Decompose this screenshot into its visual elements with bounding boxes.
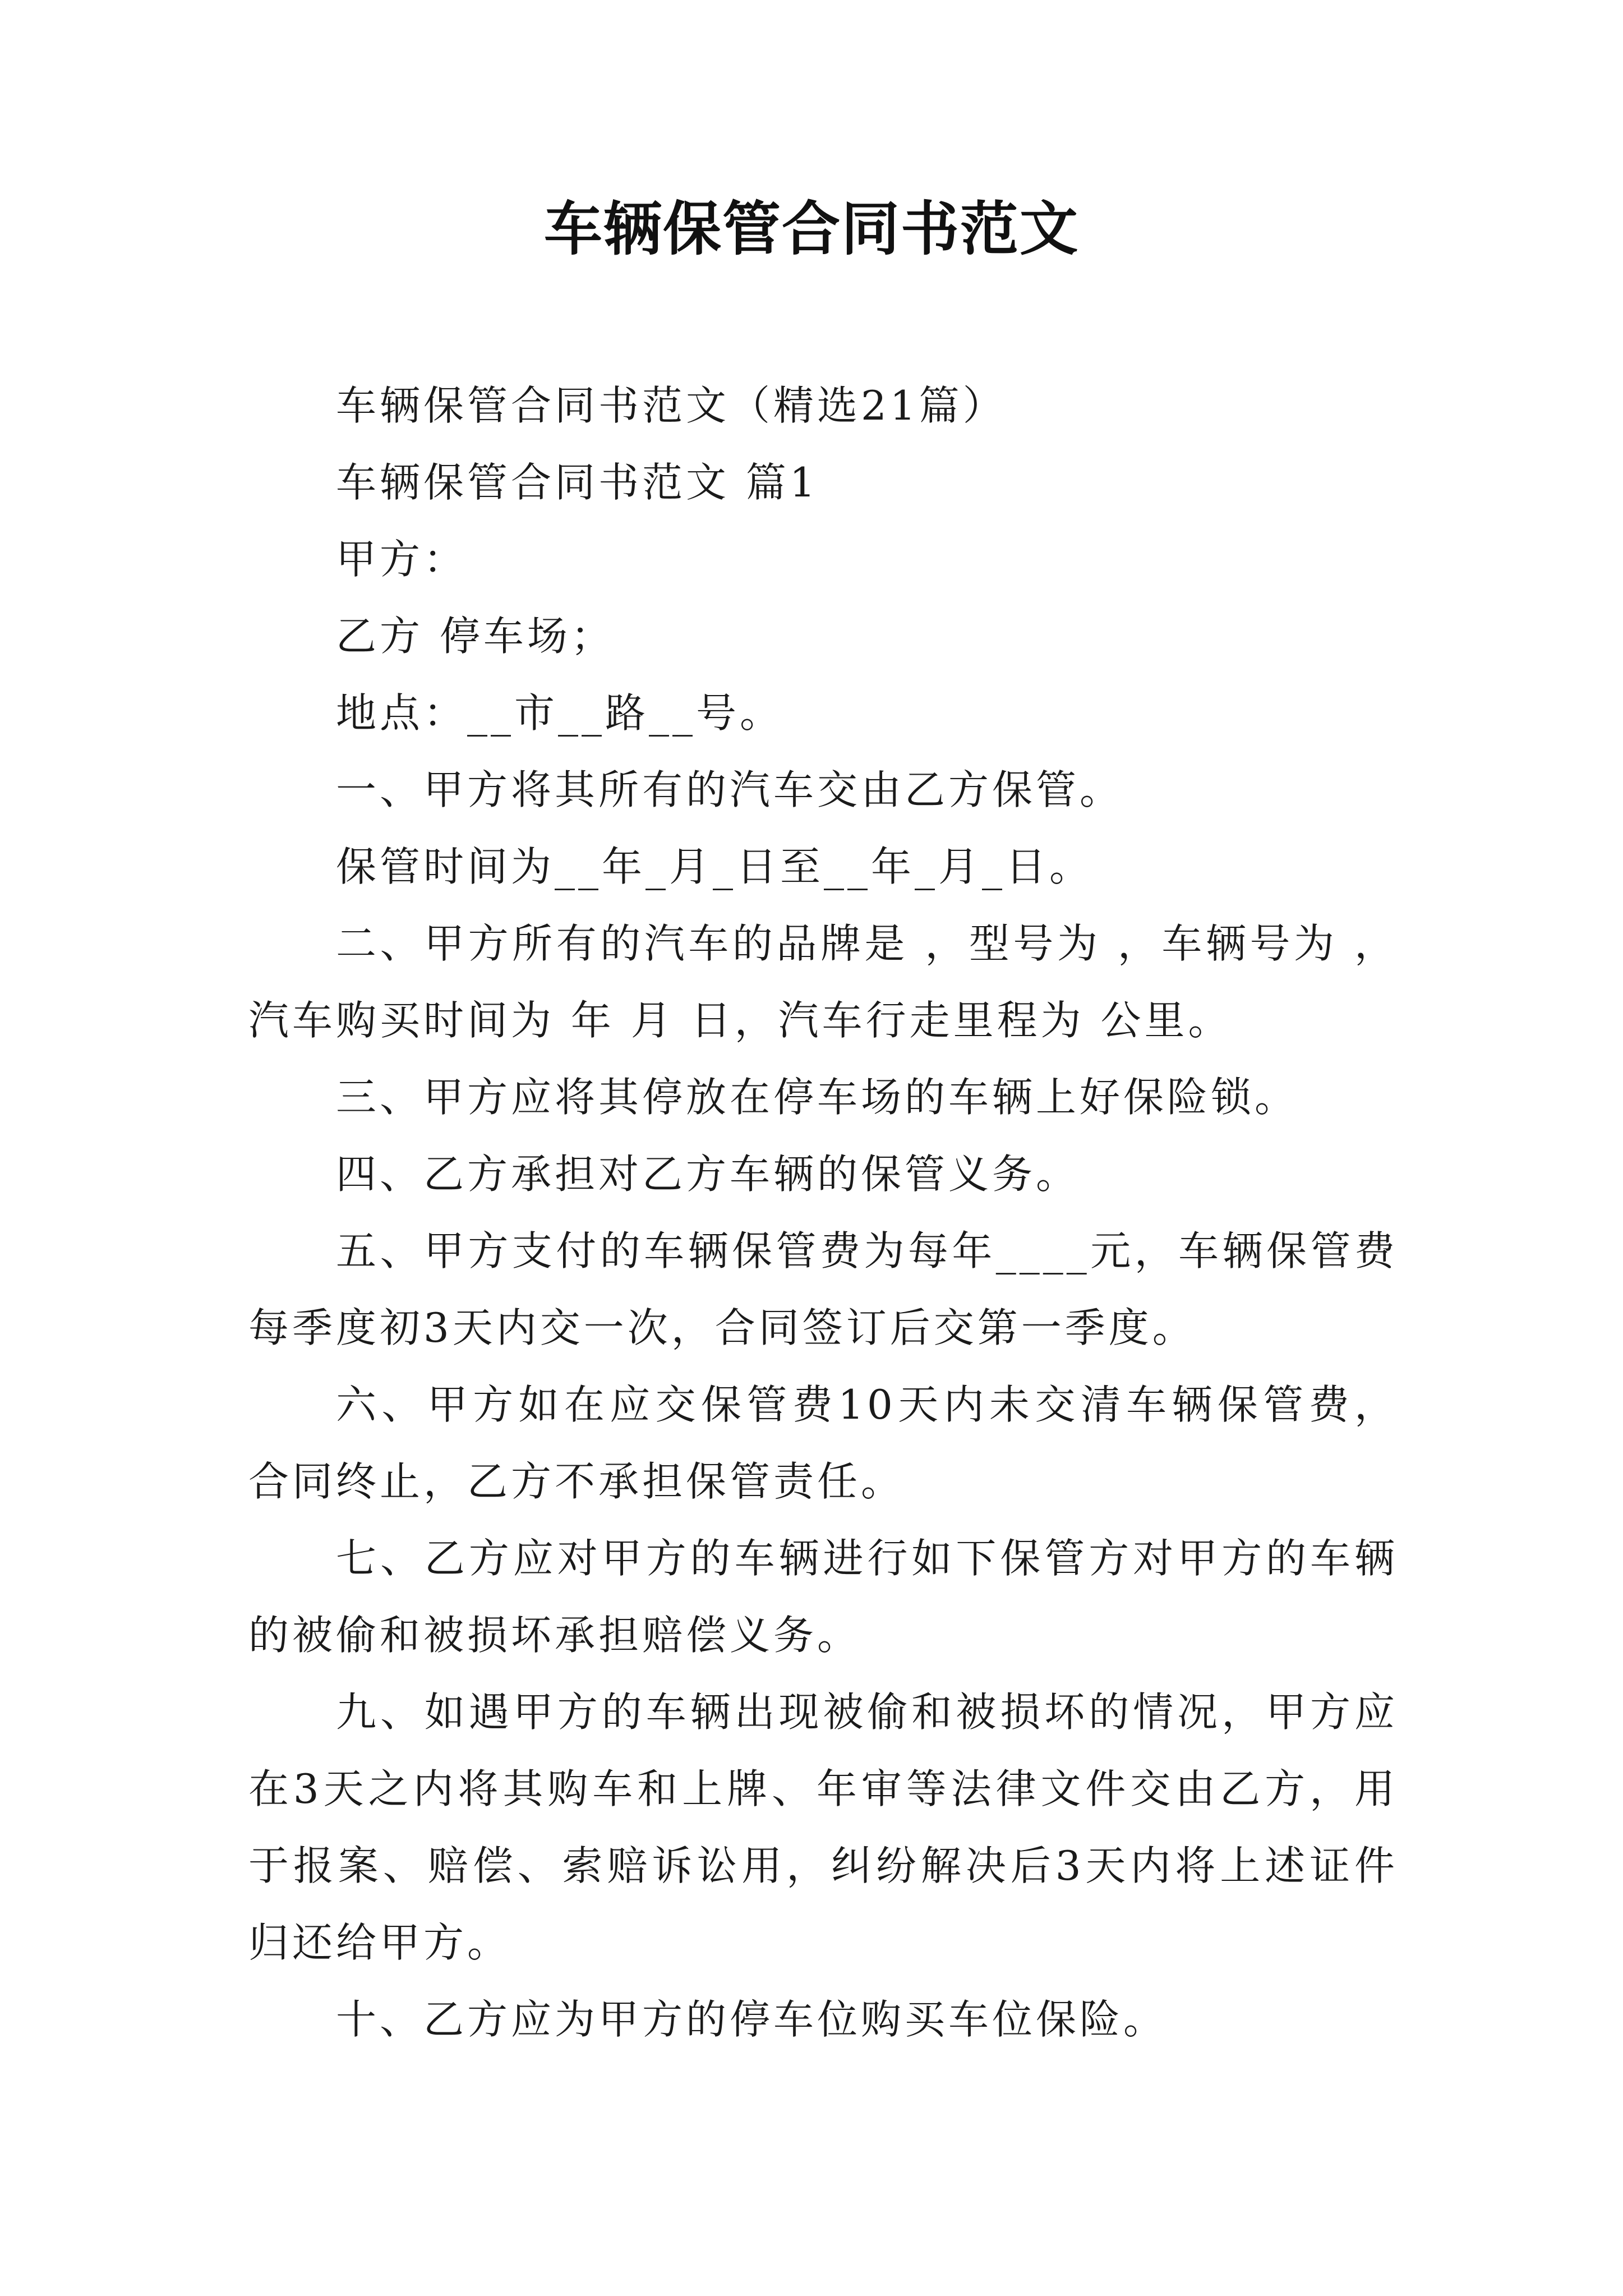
paragraph-clause-6: 六、甲方如在应交保管费10天内未交清车辆保管费，合同终止，乙方不承担保管责任。 bbox=[248, 1381, 1398, 1505]
paragraph-location: 地点：__市__路__号。 bbox=[336, 689, 784, 737]
paragraph-clause-2: 二、甲方所有的汽车的品牌是 ，型号为 ，车辆号为 ，汽车购买时间为 年 月 日，汽车行走里程为 公里。 bbox=[248, 920, 1398, 1044]
paragraph-clause-10: 十、乙方应为甲方的停车位购买车位保险。 bbox=[336, 1996, 1168, 2043]
paragraph-clause-1: 一、甲方将其所有的汽车交由乙方保管。 bbox=[336, 766, 1124, 813]
document-body bbox=[248, 367, 1398, 2058]
paragraph-storage-period: 保管时间为__年_月_日至__年_月_日。 bbox=[336, 843, 1094, 890]
paragraph-clause-9: 九、如遇甲方的车辆出现被偷和被损坏的情况，甲方应在3天之内将其购车和上牌、年审等法律文件交由乙方，用于报案、赔偿、索赔诉讼用，纠纷解决后3天内将上述证件归还给甲方。 bbox=[248, 1688, 1398, 1966]
paragraph-clause-4: 四、乙方承担对乙方车辆的保管义务。 bbox=[336, 1151, 1080, 1198]
document-title: 车辆保管合同书范文 bbox=[543, 194, 1079, 263]
paragraph-party-a: 甲方： bbox=[336, 536, 468, 583]
paragraph-subtitle: 车辆保管合同书范文（精选21篇） bbox=[336, 382, 1007, 429]
paragraph-party-b: 乙方 停车场； bbox=[336, 613, 615, 660]
paragraph-clause-3: 三、甲方应将其停放在停车场的车辆上好保险锁。 bbox=[336, 1074, 1299, 1121]
paragraph-section-heading: 车辆保管合同书范文 篇1 bbox=[336, 459, 819, 506]
paragraph-clause-5: 五、甲方支付的车辆保管费为每年____元，车辆保管费每季度初3天内交一次，合同签订后交第一季度。 bbox=[248, 1227, 1398, 1351]
paragraph-clause-7: 七、乙方应对甲方的车辆进行如下保管方对甲方的车辆的被偷和被损坏承担赔偿义务。 bbox=[248, 1535, 1398, 1659]
